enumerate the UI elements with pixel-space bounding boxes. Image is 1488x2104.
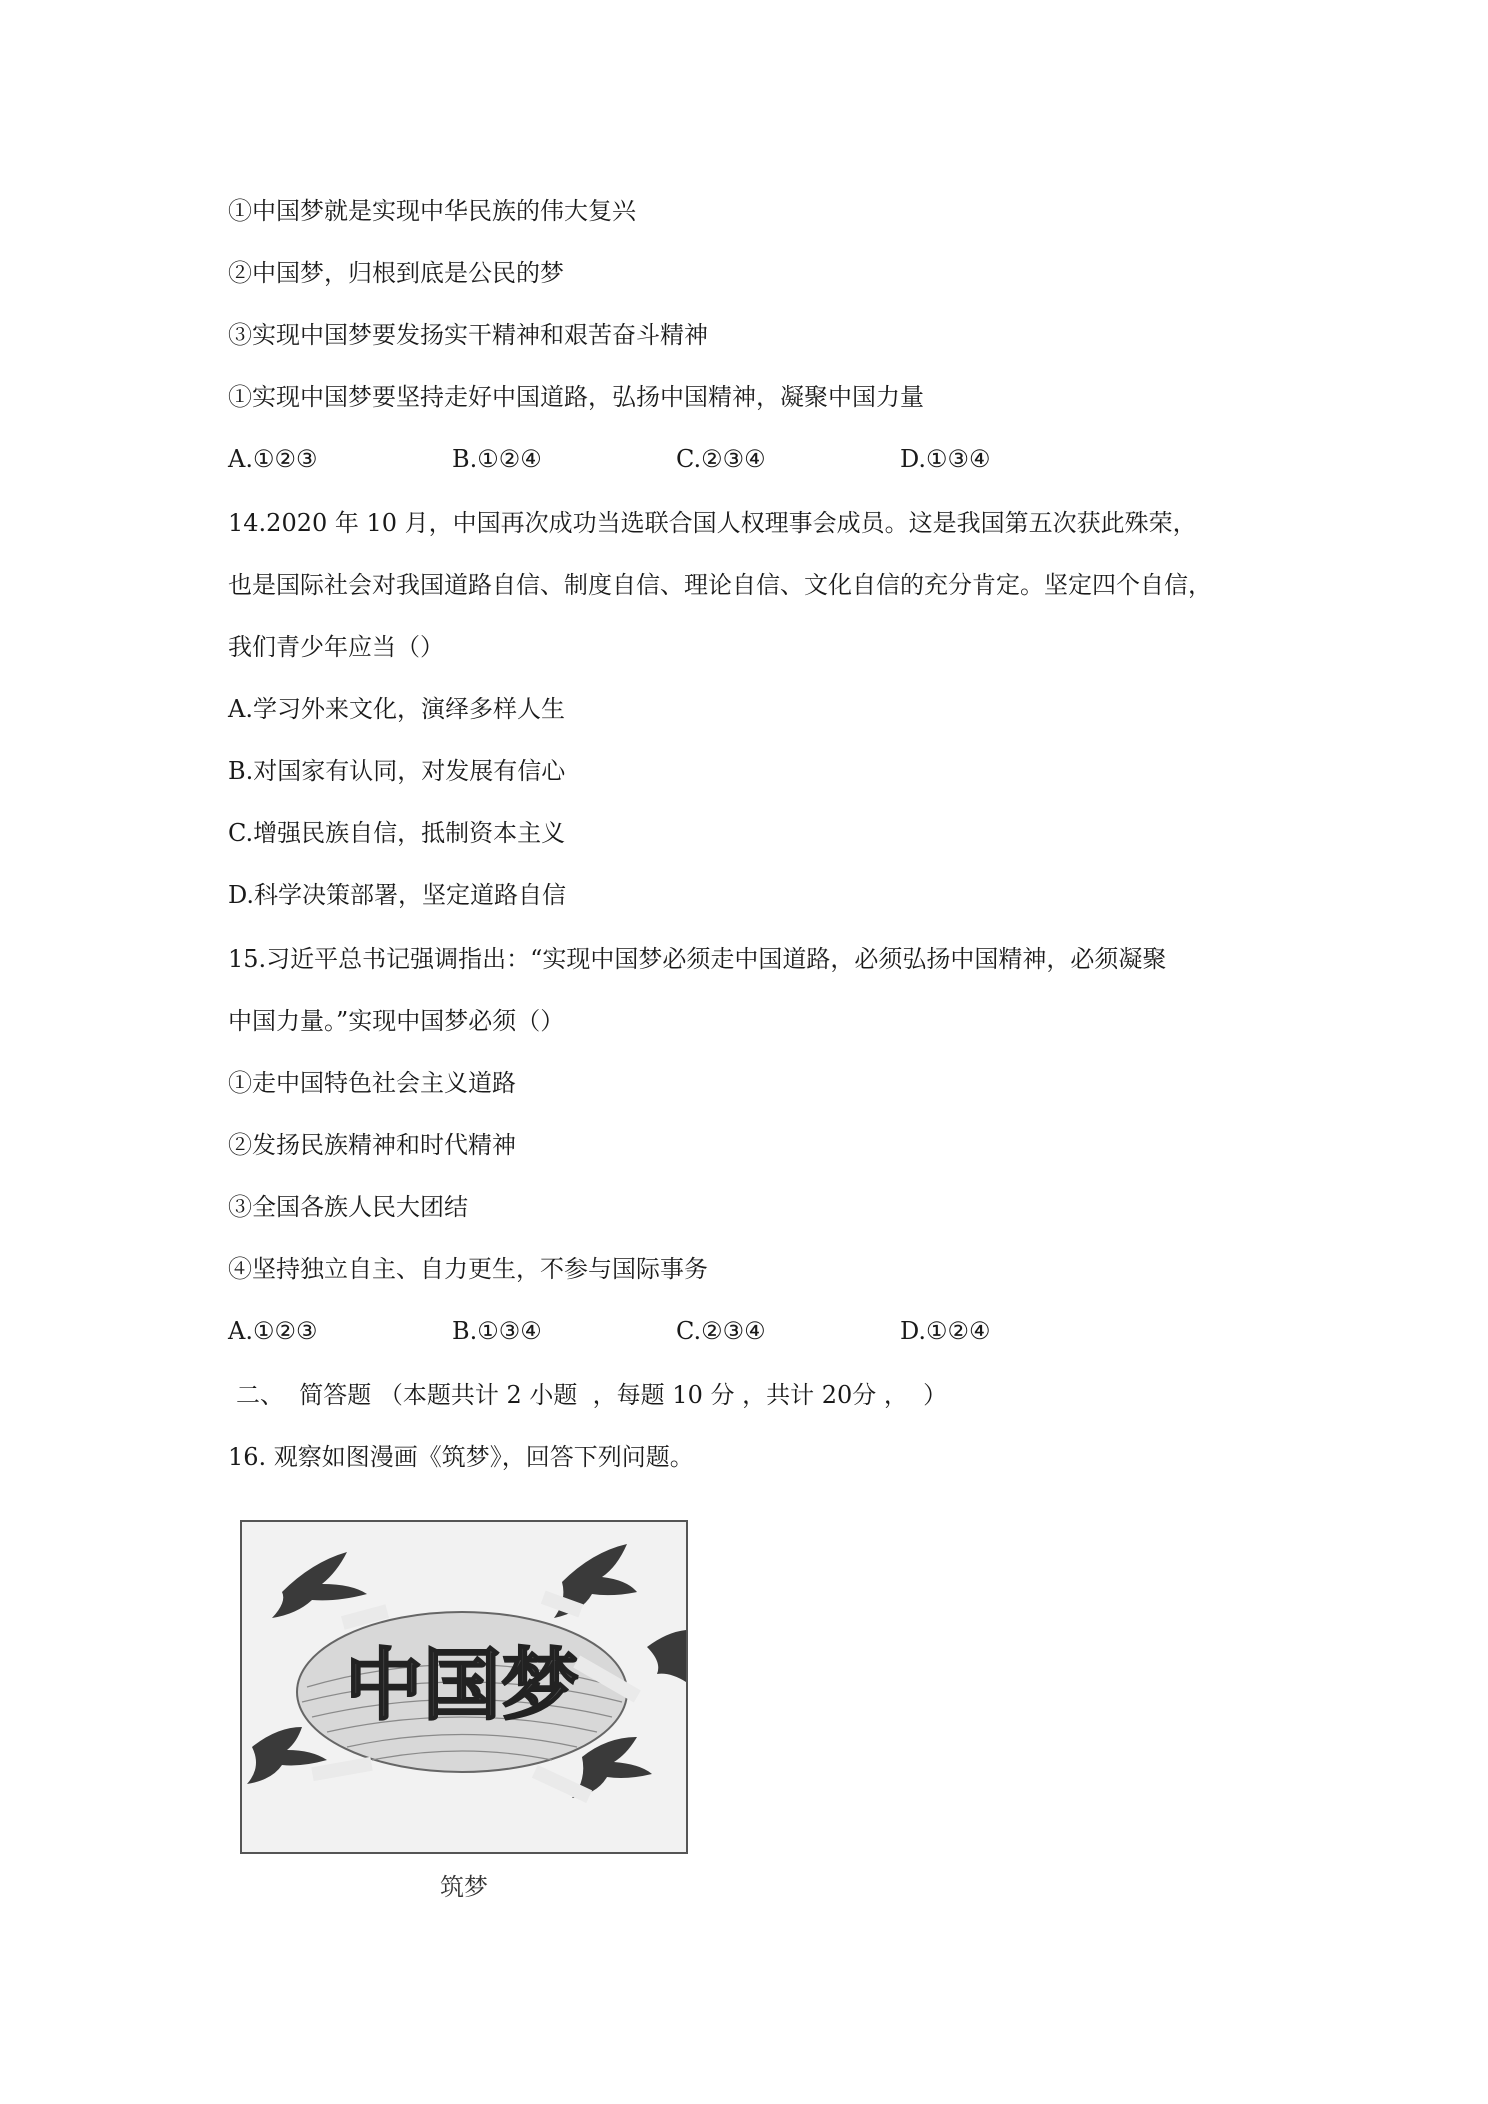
cartoon-illustration (242, 1522, 686, 1852)
q14-option-c: C.增强民族自信，抵制资本主义 (228, 819, 566, 847)
q15-options (228, 1316, 1228, 1346)
q15-item-4: ④坚持独立自主、自力更生，不参与国际事务 (228, 1255, 708, 1283)
q14-stem-line-2: 也是国际社会对我国道路自信、制度自信、理论自信、文化自信的充分肯定。坚定四个自信， (228, 571, 1212, 599)
q13-option-c: C.②③④ (676, 445, 766, 473)
q13-item-2: ②中国梦，归根到底是公民的梦 (228, 259, 564, 287)
figure-caption: 筑梦 (440, 1873, 488, 1901)
nest-text: 中国梦 (344, 1641, 580, 1731)
q16-stem: 16. 观察如图漫画《筑梦》，回答下列问题。 (228, 1443, 694, 1471)
q14-stem-line-3: 我们青少年应当（） (228, 633, 444, 661)
q14-option-d: D.科学决策部署，坚定道路自信 (228, 881, 567, 909)
q14-option-b: B.对国家有认同，对发展有信心 (228, 757, 566, 785)
q14-stem-line-1: 14.2020 年 10 月，中国再次成功当选联合国人权理事会成员。这是我国第五次获此殊荣， (228, 509, 1197, 537)
q13-option-b: B.①②④ (452, 445, 542, 473)
q13-options (228, 444, 1228, 474)
q13-item-1: ①中国梦就是实现中华民族的伟大复兴 (228, 197, 636, 225)
q13-item-3: ③实现中国梦要发扬实干精神和艰苦奋斗精神 (228, 321, 708, 349)
q15-option-b: B.①③④ (452, 1317, 542, 1345)
q15-item-3: ③全国各族人民大团结 (228, 1193, 468, 1221)
section-heading: 二、 简答题 （本题共计 2 小题 ，每题 10 分 ，共计 20分 ， ） (236, 1381, 948, 1409)
q15-item-1: ①走中国特色社会主义道路 (228, 1069, 516, 1097)
q13-option-d: D.①③④ (900, 445, 991, 473)
q15-stem-line-2: 中国力量。”实现中国梦必须（） (228, 1007, 565, 1035)
q15-option-c: C.②③④ (676, 1317, 766, 1345)
cartoon-figure (240, 1520, 688, 1854)
q15-option-d: D.①②④ (900, 1317, 991, 1345)
q13-option-a: A.①②③ (228, 445, 318, 473)
q15-stem-line-1: 15.习近平总书记强调指出：“实现中国梦必须走中国道路，必须弘扬中国精神，必须凝聚 (228, 945, 1167, 973)
q15-option-a: A.①②③ (228, 1317, 318, 1345)
q14-option-a: A.学习外来文化，演绎多样人生 (228, 695, 565, 723)
q13-item-4: ①实现中国梦要坚持走好中国道路，弘扬中国精神，凝聚中国力量 (228, 383, 924, 411)
q15-item-2: ②发扬民族精神和时代精神 (228, 1131, 516, 1159)
